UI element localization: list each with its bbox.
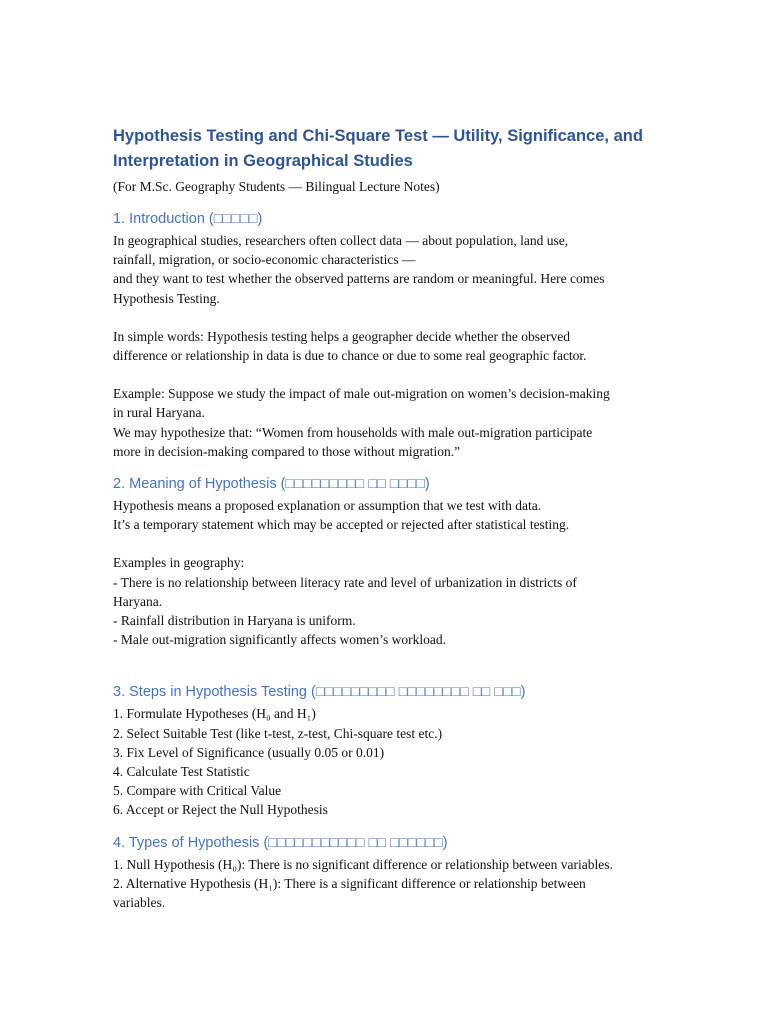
document-title: [113, 124, 658, 174]
text-line: In geographical studies, researchers often collect data — about population, land use,: [113, 233, 569, 248]
text-line: in rural Haryana.: [113, 405, 205, 421]
title-line: Hypothesis Testing and Chi-Square Test — Utility, Significance, and: [113, 127, 643, 145]
text-line: Example: Suppose we study the impact of male out-migration on women’s decision-making: [113, 386, 610, 402]
steps-list: [113, 704, 658, 819]
document-page: [113, 124, 658, 912]
title-line: Interpretation in Geographical Studies: [113, 152, 413, 170]
text-line: and they want to test whether the observed patterns are random or meaningful. Here comes: [113, 271, 605, 287]
meaning-examples: [113, 553, 658, 649]
list-item: 1. Null Hypothesis (H₀): There is no significant difference or relationship between variables.: [113, 856, 613, 872]
text-line: difference or relationship in data is due to chance or due to some real geographic factor.: [113, 348, 587, 364]
text-line: It’s a temporary statement which may be accepted or rejected after statistical testing.: [113, 517, 570, 533]
text-line: In simple words: Hypothesis testing helps a geographer decide whether the observed: [113, 328, 571, 344]
text-line: variables.: [113, 895, 166, 911]
list-item: 2. Select Suitable Test (like t-test, z-test, Chi-square test etc.): [113, 725, 443, 741]
intro-paragraph-2: [113, 327, 658, 365]
text-line: Haryana.: [113, 593, 163, 609]
text-line: Hypothesis Testing.: [113, 290, 220, 306]
intro-paragraph-3: [113, 384, 658, 461]
document-subtitle: (For M.Sc. Geography Students — Bilingual Lecture Notes): [113, 179, 440, 194]
list-item: 1. Formulate Hypotheses (H₀ and H₁): [113, 706, 316, 722]
text-line: Examples in geography:: [113, 555, 245, 571]
text-line: We may hypothesize that: “Women from households with male out-migration participate: [113, 424, 593, 440]
list-item: - Male out-migration significantly affects women’s workload.: [113, 632, 447, 648]
list-item: 5. Compare with Critical Value: [113, 783, 282, 799]
list-item: 3. Fix Level of Significance (usually 0.05 or 0.01): [113, 744, 385, 760]
list-item: 2. Alternative Hypothesis (H₁): There is a significant difference or relationship between: [113, 875, 586, 891]
list-item: - Rainfall distribution in Haryana is uniform.: [113, 613, 356, 629]
text-line: more in decision-making compared to those without migration.”: [113, 443, 461, 459]
list-item: 6. Accept or Reject the Null Hypothesis: [113, 802, 328, 818]
section-heading-steps: 3. Steps in Hypothesis Testing (□□□□□□□□□ □□□□□□□□ □□ □□□): [113, 684, 526, 701]
meaning-paragraph-1: [113, 496, 658, 534]
types-list: [113, 855, 658, 913]
intro-paragraph-1: [113, 231, 658, 308]
text-line: rainfall, migration, or socio-economic characteristics —: [113, 252, 416, 268]
section-heading-types: 4. Types of Hypothesis (□□□□□□□□□□□ □□ □□□□□□): [113, 834, 448, 851]
section-heading-introduction: 1. Introduction (□□□□□): [113, 211, 263, 227]
list-item: - There is no relationship between literacy rate and level of urbanization in districts of: [113, 574, 577, 590]
list-item: 4. Calculate Test Statistic: [113, 764, 250, 780]
section-heading-meaning: 2. Meaning of Hypothesis (□□□□□□□□□ □□ □□□□): [113, 476, 430, 493]
text-line: Hypothesis means a proposed explanation or assumption that we test with data.: [113, 498, 542, 514]
